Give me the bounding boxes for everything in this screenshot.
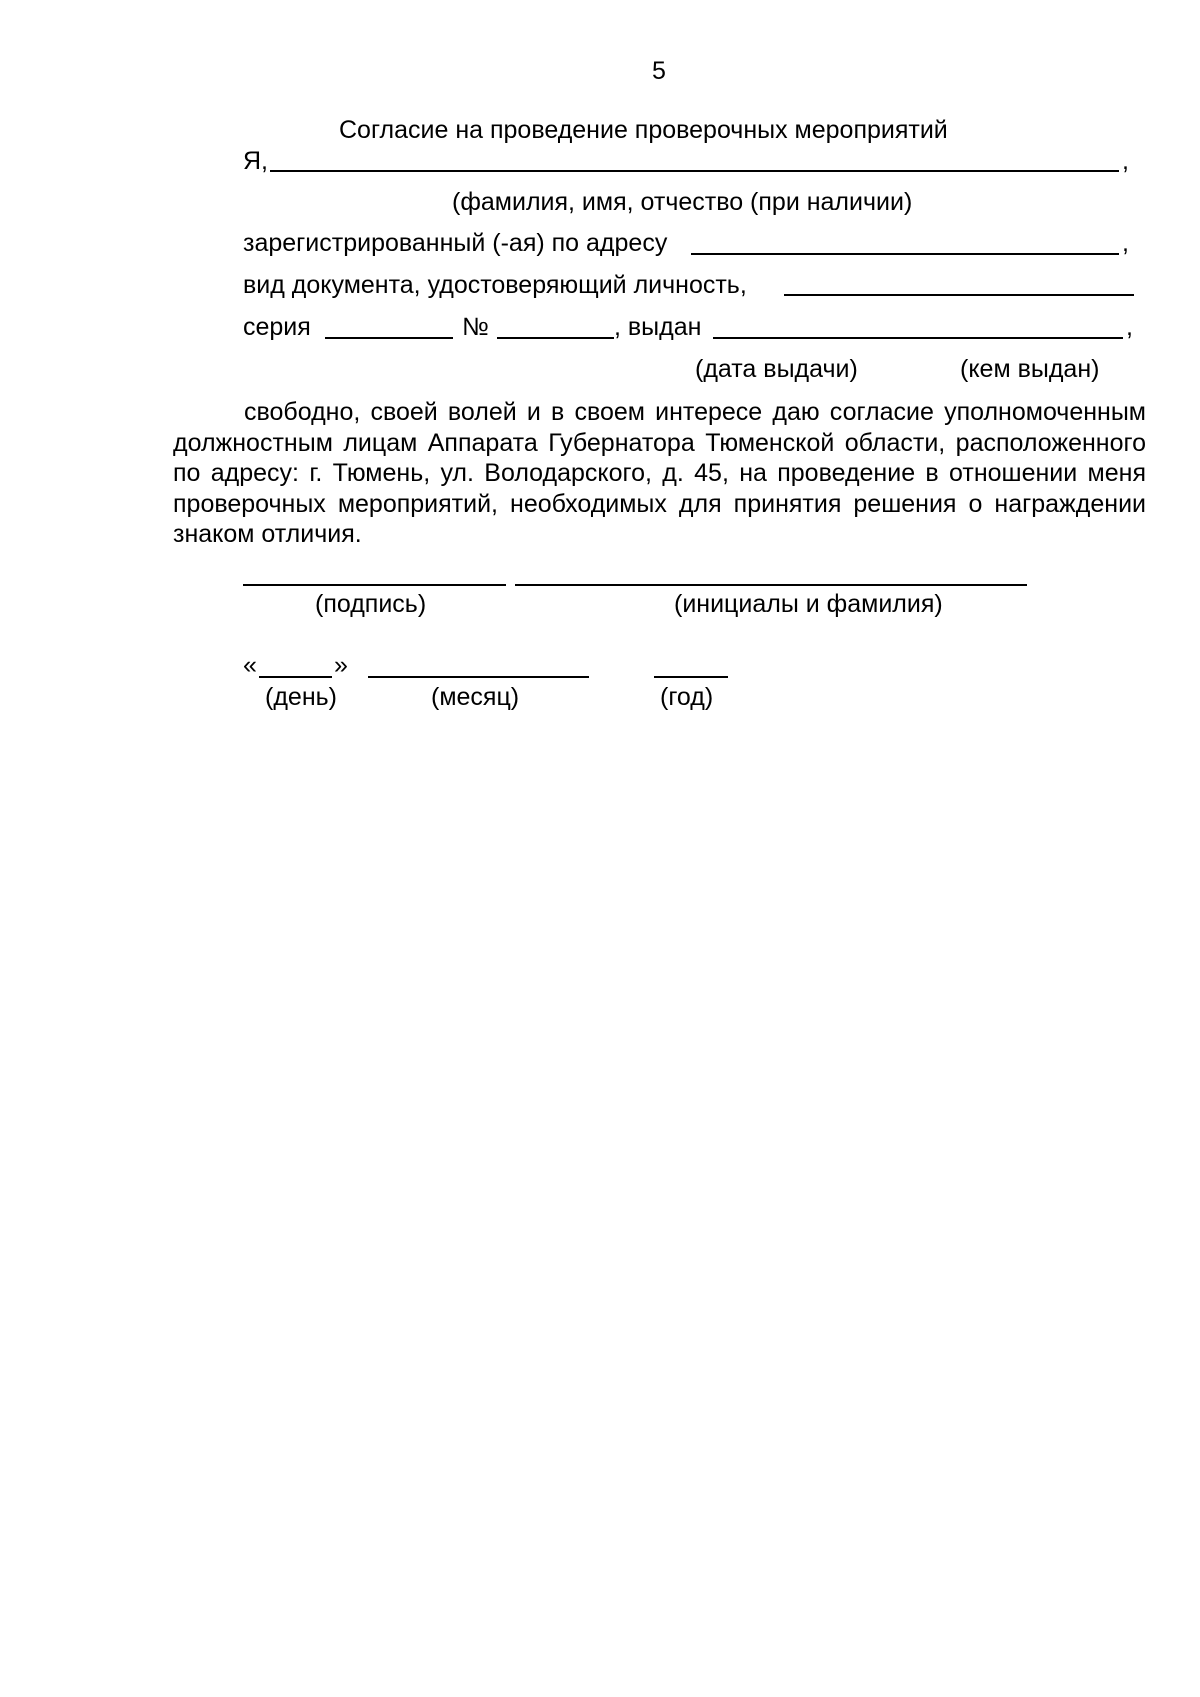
consent-paragraph: свободно, своей волей и в своем интересе даю согласие уполномоченным должностным лицам Аппарата Губернатора Тюменской области, расположенного по адресу: г. Тюмень, ул. Володарского, д. 45, на проведение в отношении меня проверочных мероприятий, необходимых для принятия решения о награждении знаком отличия. bbox=[173, 398, 1146, 548]
issued-by-caption: (кем выдан) bbox=[960, 355, 1100, 383]
day-caption: (день) bbox=[265, 683, 337, 711]
year-caption: (год) bbox=[660, 683, 714, 711]
number-label: № bbox=[462, 313, 489, 341]
doc-type-label: вид документа, удостоверяющий личность, bbox=[243, 271, 747, 299]
issued-label: , выдан bbox=[614, 313, 702, 341]
month-field[interactable] bbox=[368, 676, 589, 678]
series-field[interactable] bbox=[325, 337, 453, 339]
name-caption: (инициалы и фамилия) bbox=[674, 590, 943, 618]
issued-field[interactable] bbox=[713, 337, 1123, 339]
fio-caption: (фамилия, имя, отчество (при наличии) bbox=[452, 188, 913, 216]
fio-prefix: Я, bbox=[243, 147, 268, 175]
issue-date-caption: (дата выдачи) bbox=[695, 355, 858, 383]
date-open-quote: « bbox=[243, 651, 257, 679]
year-field[interactable] bbox=[654, 676, 728, 678]
address-label: зарегистрированный (-ая) по адресу bbox=[243, 229, 668, 257]
doc-type-field[interactable] bbox=[784, 294, 1134, 296]
fio-field[interactable] bbox=[270, 170, 1119, 172]
date-close-quote: » bbox=[334, 651, 348, 679]
series-label: серия bbox=[243, 313, 311, 341]
document-title: Согласие на проведение проверочных мероприятий bbox=[339, 116, 948, 144]
signature-field[interactable] bbox=[243, 584, 506, 586]
signature-caption: (подпись) bbox=[315, 590, 427, 618]
page-number: 5 bbox=[652, 57, 666, 85]
day-field[interactable] bbox=[259, 676, 332, 678]
month-caption: (месяц) bbox=[431, 683, 520, 711]
number-field[interactable] bbox=[497, 337, 614, 339]
fio-suffix: , bbox=[1122, 147, 1129, 175]
name-field[interactable] bbox=[515, 584, 1027, 586]
issued-suffix: , bbox=[1126, 313, 1133, 341]
address-field[interactable] bbox=[691, 253, 1119, 255]
address-suffix: , bbox=[1122, 229, 1129, 257]
